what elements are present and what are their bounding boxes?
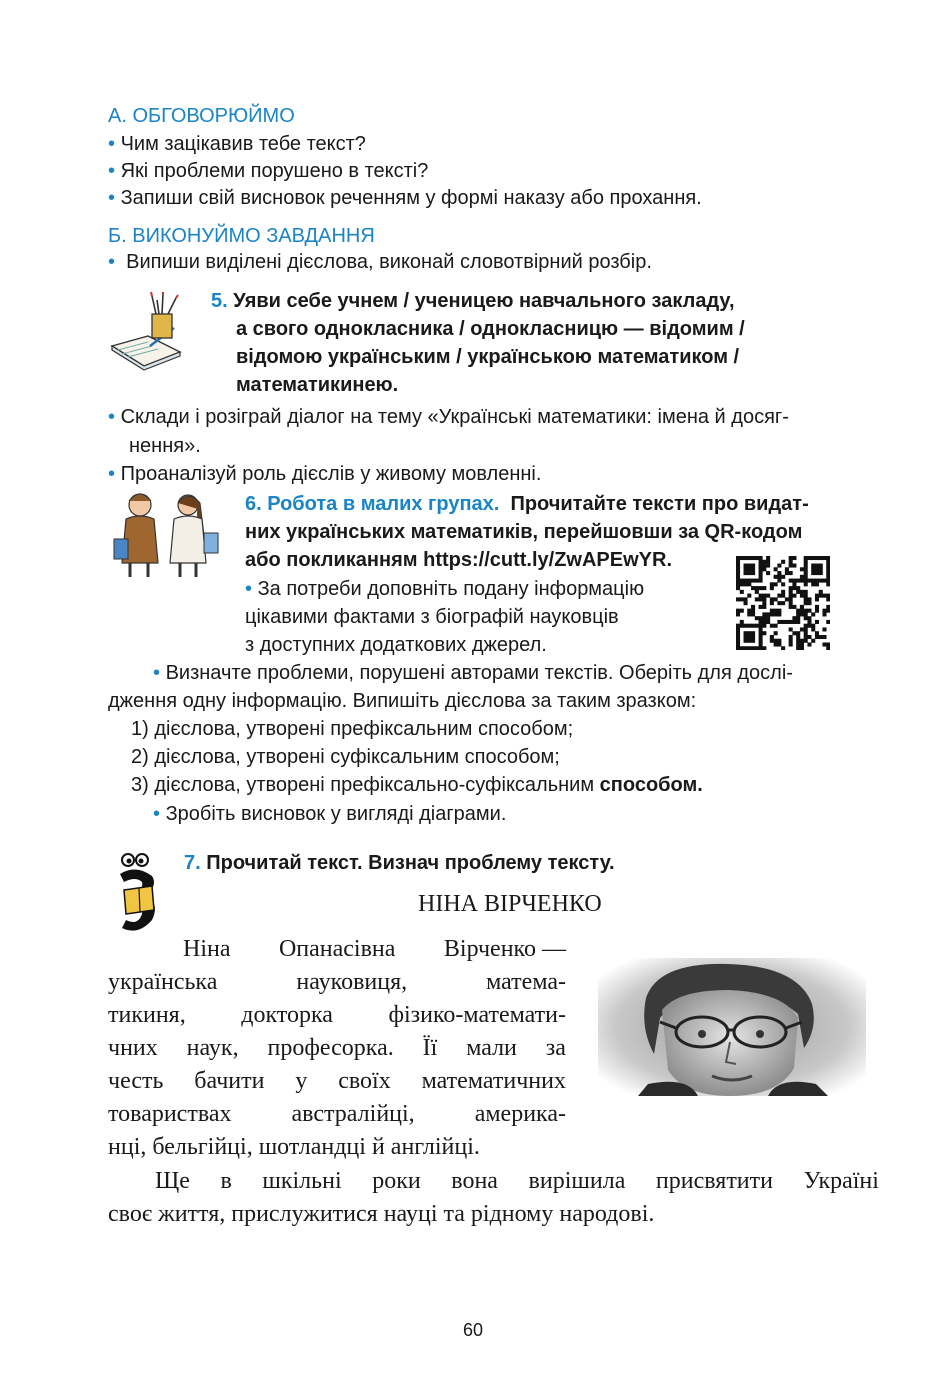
text-line: товариствах австралійці, америка-: [108, 1101, 566, 1127]
article-paragraph-2: [108, 1165, 879, 1231]
list-item: • Проаналізуй роль дієслів у живому мовленні.: [108, 463, 542, 485]
qr-code[interactable]: [736, 556, 830, 650]
list-item: 3) дієслова, утворені префіксально-суфіксальним способом.: [131, 774, 703, 796]
task6-sub-item: • За потреби доповніть подану інформацію: [245, 578, 645, 600]
students-icon: [108, 489, 222, 577]
list-item: • Чим зацікавив тебе текст?: [108, 133, 366, 155]
notebook-pencils-icon: [108, 292, 184, 374]
text-line: тикиня, докторка фізико-математи-: [108, 1002, 566, 1028]
list-item: • Запиши свій висновок реченням у формі наказу або прохання.: [108, 187, 702, 209]
portrait-photo: [598, 958, 866, 1096]
list-item: • Склади і розіграй діалог на тему «Українські математики: імена й досяг-: [108, 406, 789, 428]
task5-line: математикинею.: [236, 374, 399, 396]
text-line: Ще в шкільні роки вона вирішила присвятити Україні: [155, 1168, 879, 1194]
text-line: честь бачити у своїх математичних: [108, 1068, 566, 1094]
list-item: 1) дієслова, утворені префіксальним способом;: [131, 718, 574, 740]
task6-para: • Визначте проблеми, порушені авторами текстів. Оберіть для дослі-: [153, 662, 793, 684]
list-item: • Випиши виділені дієслова, виконай словотвірний розбір.: [108, 251, 652, 273]
section-a-title: А. ОБГОВОРЮЙМО: [108, 105, 295, 127]
task6-para: дження одну інформацію. Випишіть дієслова за таким зразком:: [108, 690, 697, 712]
article-paragraph-1: [108, 933, 566, 1164]
task5-line: відомою українським / українською математиком /: [236, 346, 740, 368]
task7-line: 7. Прочитай текст. Визнач проблему тексту.: [184, 852, 615, 874]
task6-line: них українських математиків, перейшовши за QR-кодом: [245, 521, 803, 543]
list-item: 2) дієслова, утворені суфіксальним способом;: [131, 746, 560, 768]
page-number: 60: [463, 1320, 484, 1340]
text-line: чних наук, професорка. Її мали за: [108, 1035, 566, 1061]
task6-heading-line: 6. Робота в малих групах. Прочитайте тексти про видат-: [245, 493, 809, 515]
list-item-continuation: нення».: [129, 435, 201, 457]
list-item: • Які проблеми порушено в тексті?: [108, 160, 429, 182]
section-b-title: Б. ВИКОНУЙМО ЗАВДАННЯ: [108, 225, 375, 247]
bookworm-icon: [108, 850, 164, 940]
list-item: • Зробіть висновок у вигляді діаграми.: [153, 803, 507, 825]
task6-sub-line: цікавими фактами з біографій науковців: [245, 606, 619, 628]
text-line: нці, бельгійці, шотландці й англійці.: [108, 1134, 480, 1160]
task5-line: 5. Уяви себе учнем / ученицею навчального закладу,: [211, 290, 735, 312]
article-title: НІНА ВІРЧЕНКО: [418, 891, 602, 917]
text-line: своє життя, прислужитися науці та рідному народові.: [108, 1201, 655, 1227]
task5-line: а свого однокласника / однокласницю — відомим /: [236, 318, 745, 340]
text-line: українська науковиця, матема-: [108, 969, 566, 995]
task6-link-line[interactable]: або покликанням https://cutt.ly/ZwAPEwYR.: [245, 549, 673, 571]
task6-sub-line: з доступних додаткових джерел.: [245, 634, 547, 656]
text-line: Ніна Опанасівна Вірченко —: [183, 936, 566, 962]
